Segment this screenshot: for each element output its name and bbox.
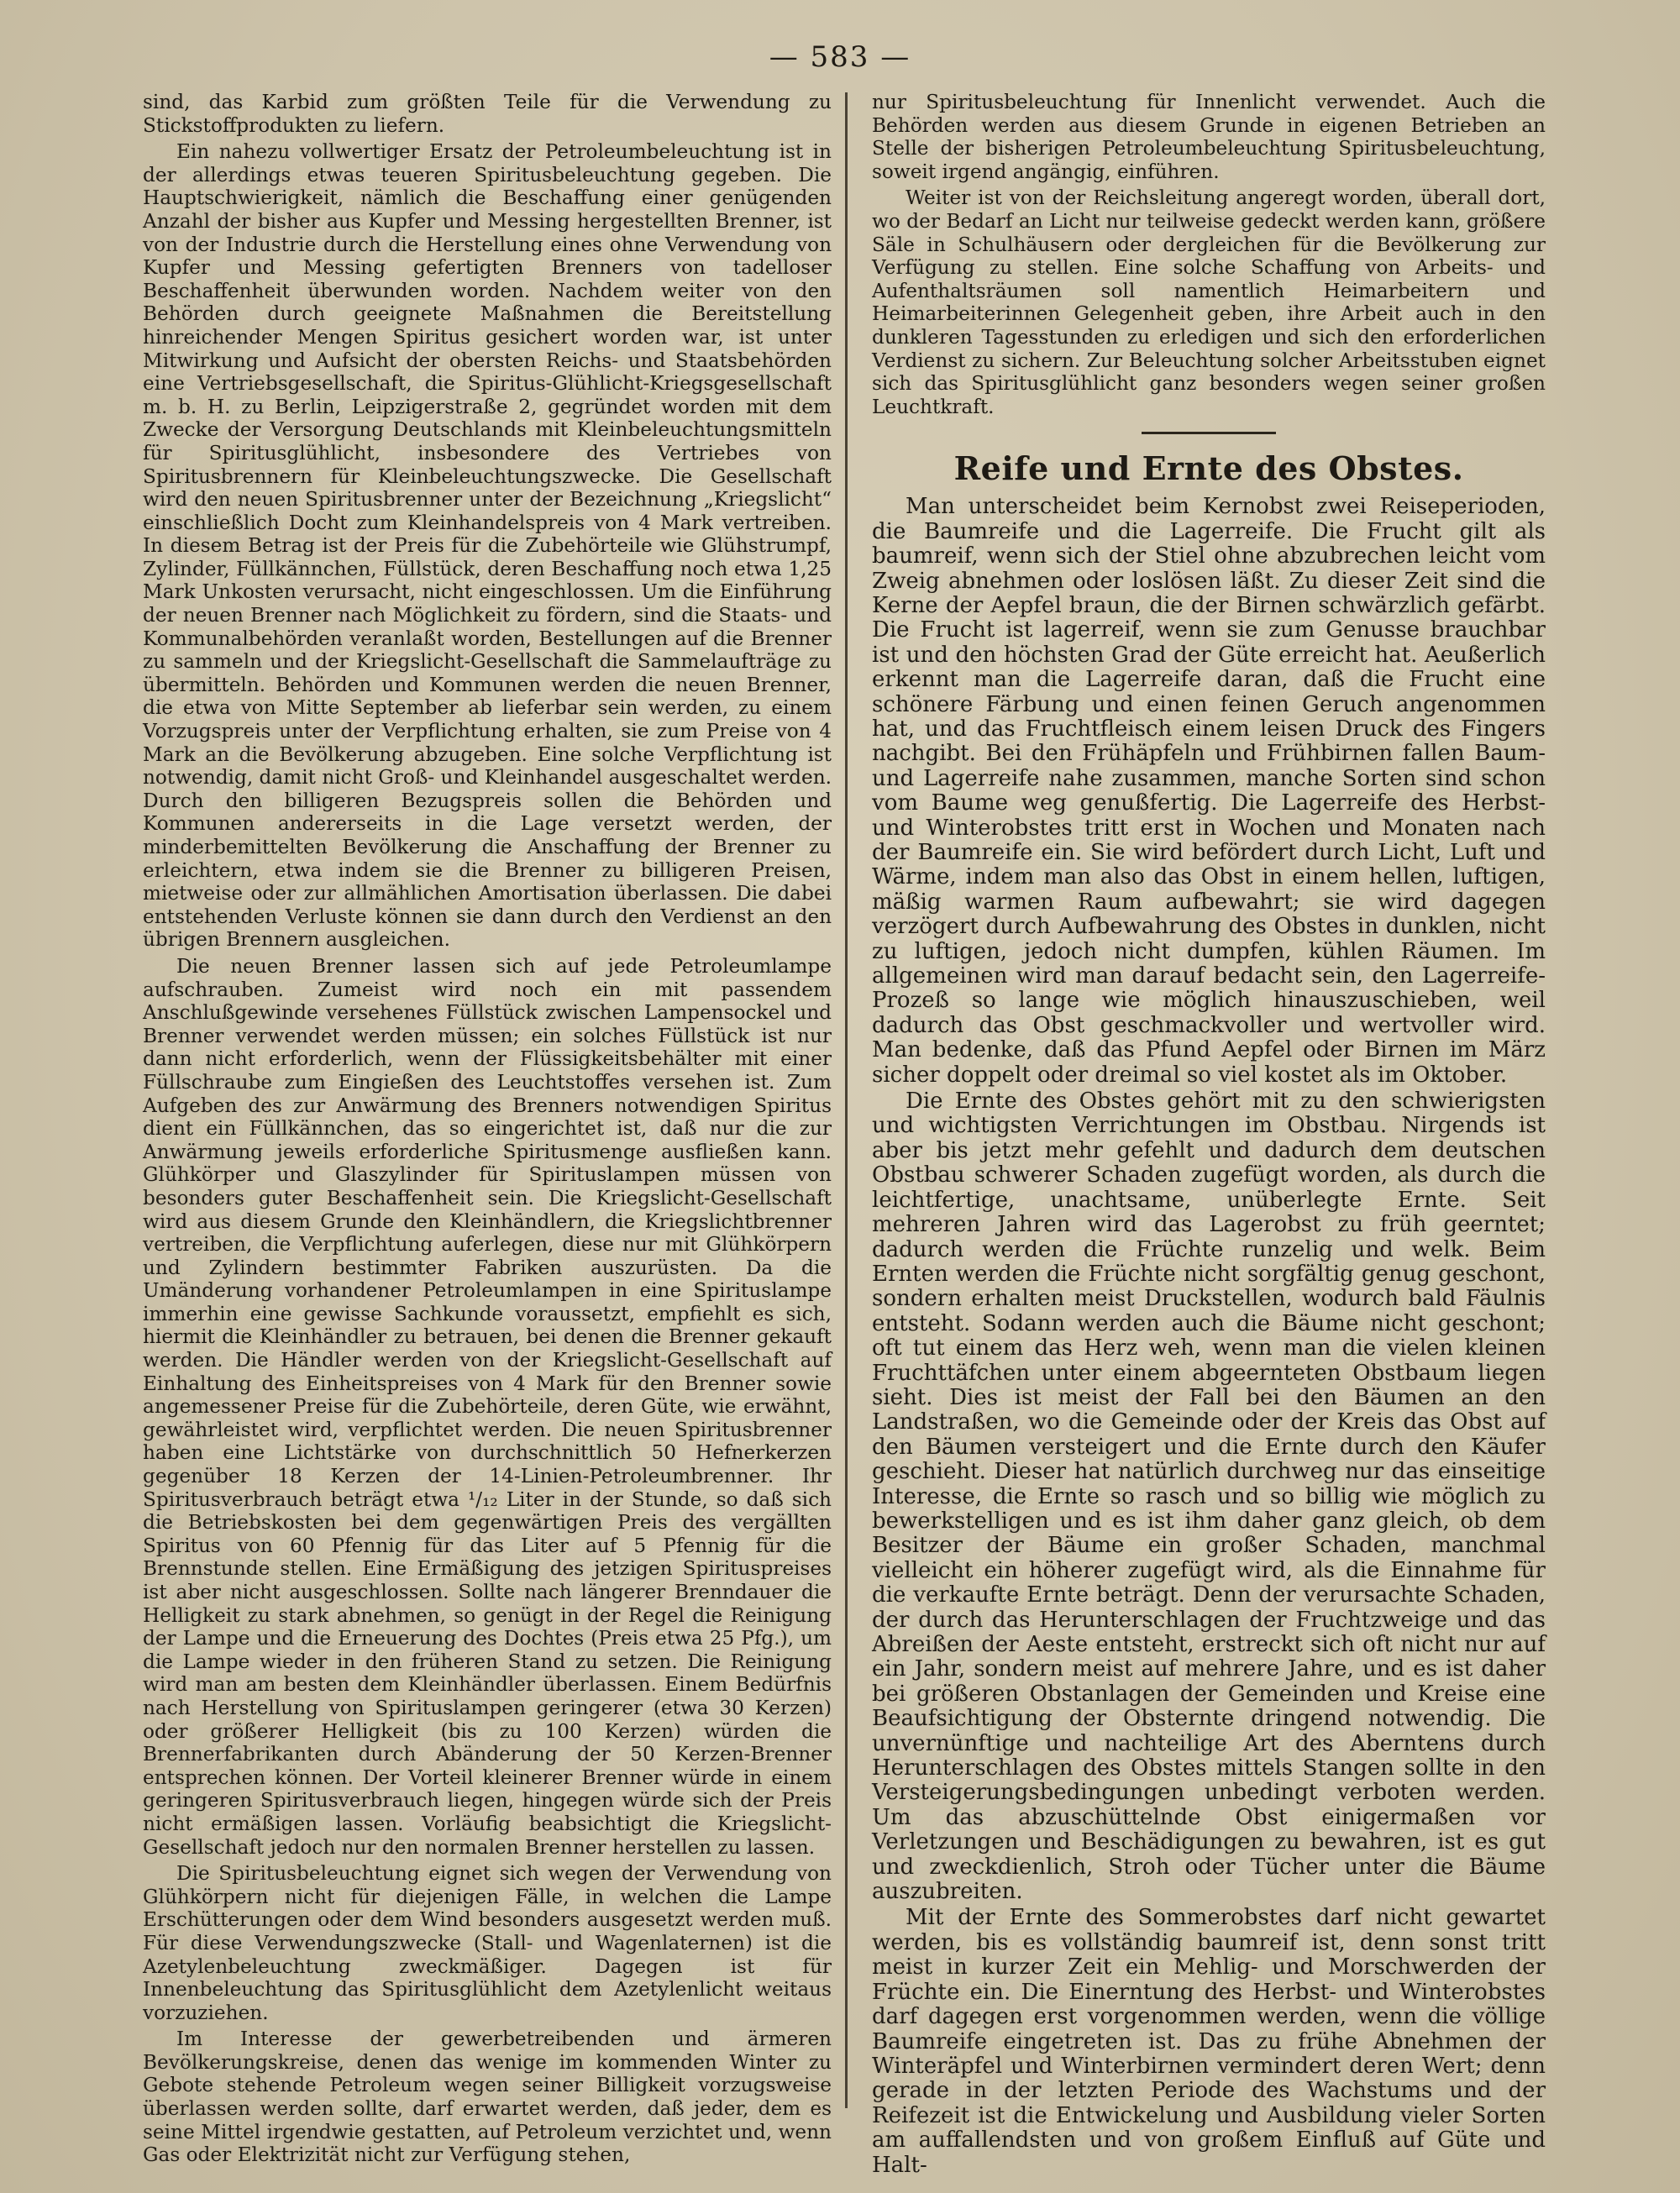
section-heading: Reife und Ernte des Obstes. [953,449,1464,488]
section-divider-rule [1142,432,1276,434]
right-column [872,91,1546,2178]
left-column [143,91,832,2167]
page-number: — 583 — [769,40,911,74]
article-paragraph: sind, das Karbid zum größten Teile für die Verwendung zu Stickstoffprodukten zu liefern. [143,91,832,137]
article-paragraph: Man unterscheidet beim Kernobst zwei Reiseperioden, die Baumreife und die Lagerreife. Die Frucht gilt als baumreif, wenn sich der Stiel ohne abzubrechen leicht vom Zweig abnehmen oder loslösen läßt. Zu dieser Zeit sind die Kerne der Aepfel braun, die der Birnen schwärzlich gefärbt. Die Frucht ist lagerreif, wenn sie zum Genusse brauchbar ist und den höchsten Grad der Güte erreicht hat. Aeußerlich erkennt man die Lagerreife daran, daß die Frucht eine schönere Färbung und einen feinen Geruch angenommen hat, und das Fruchtfleisch einem leisen Druck des Fingers nachgibt. Bei den Frühäpfeln und Frühbirnen fallen Baum- und Lagerreife nahe zusammen, manche Sorten sind schon vom Baume weg genußfertig. Die Lagerreife des Herbst- und Winterobstes tritt erst in Wochen und Monaten nach der Baumreife ein. Sie wird befördert durch Licht, Luft und Wärme, indem man also das Obst in einem hellen, luftigen, mäßig warmen Raum aufbewahrt; sie wird dagegen verzögert durch Aufbewahrung des Obstes in dunklen, nicht zu luftigen, jedoch nicht dumpfen, kühlen Räumen. Im allgemeinen wird man darauf bedacht sein, den Lagerreife-Prozeß so lange wie möglich hinauszuschieben, weil dadurch das Obst geschmackvoller und wertvoller wird. Man bedenke, daß das Pfund Aepfel oder Birnen im März sicher doppelt oder dreimal so viel kostet als im Oktober. [872,494,1546,1088]
article-paragraph: Im Interesse der gewerbetreibenden und ärmeren Bevölkerungskreise, denen das wenige im kommenden Winter zu Gebote stehende Petroleum wegen seiner Billigkeit vorzugsweise überlassen werden sollte, darf erwartet werden, daß jeder, dem es seine Mittel irgendwie gestatten, auf Petroleum verzichtet und, wenn Gas oder Elektrizität nicht zur Verfügung stehen, [143,2028,832,2167]
article-paragraph: Mit der Ernte des Sommerobstes darf nicht gewartet werden, bis es vollständig baumreif ist, denn sonst tritt meist in kurzer Zeit ein Mehlig- und Morschwerden der Früchte ein. Die Einerntung des Herbst- und Winterobstes darf dagegen erst vorgenommen werden, wenn die völlige Baumreife eingetreten ist. Das zu frühe Abnehmen der Winteräpfel und Winterbirnen vermindert deren Wert; denn gerade in der letzten Periode des Wachstums und der Reifezeit ist die Entwickelung und Ausbildung vieler Sorten am auffallendsten und von großem Einfluß auf Güte und Halt- [872,1905,1546,2178]
article-paragraph: Weiter ist von der Reichsleitung angeregt worden, überall dort, wo der Bedarf an Licht nur teilweise gedeckt werden kann, größere Säle in Schulhäusern oder dergleichen für die Bevölkerung zur Verfügung zu stellen. Eine solche Schaffung von Arbeits- und Aufenthaltsräumen soll namentlich Heimarbeitern und Heimarbeiterinnen Gelegenheit geben, ihre Arbeit auch in den dunkleren Tagesstunden zu erledigen und sich den erforderlichen Verdienst zu sichern. Zur Beleuchtung solcher Arbeitsstuben eignet sich das Spiritusglühlicht ganz besonders wegen seiner großen Leuchtkraft. [872,186,1546,418]
section-body [872,495,1546,2178]
article-paragraph: Die Spiritusbeleuchtung eignet sich wegen der Verwendung von Glühkörpern nicht für diejenigen Fälle, in welchen die Lampe Erschütterungen oder dem Wind besonders ausgesetzt werden muß. Für diese Verwendungszwecke (Stall- und Wagenlaternen) ist die Azetylenbeleuchtung zweckmäßiger. Dagegen ist für Innenbeleuchtung das Spiritusglühlicht dem Azetylenlicht weitaus vorzuziehen. [143,1862,832,2024]
column-divider [845,92,848,2108]
article-paragraph: nur Spiritusbeleuchtung für Innenlicht verwendet. Auch die Behörden werden aus diesem Grunde in eigenen Betrieben an Stelle der bisherigen Petroleumbeleuchtung Spiritusbeleuchtung, soweit irgend angängig, einführen. [872,91,1546,183]
article-paragraph: Ein nahezu vollwertiger Ersatz der Petroleumbeleuchtung ist in der allerdings etwas teueren Spiritusbeleuchtung gegeben. Die Hauptschwierigkeit, nämlich die Beschaffung einer genügenden Anzahl der bisher aus Kupfer und Messing hergestellten Brenner, ist von der Industrie durch die Herstellung eines ohne Verwendung von Kupfer und Messing gefertigten Brenners von tadelloser Beschaffenheit überwunden worden. Nachdem weiter von den Behörden durch geeignete Maßnahmen die Bereitstellung hinreichender Mengen Spiritus gesichert worden war, ist unter Mitwirkung und Aufsicht der obersten Reichs- und Staatsbehörden eine Vertriebsgesellschaft, die Spiritus-Glühlicht-Kriegsgesellschaft m. b. H. zu Berlin, Leipzigerstraße 2, gegründet worden mit dem Zwecke der Versorgung Deutschlands mit Kleinbeleuchtungsmitteln für Spiritusglühlicht, insbesondere des Vertriebes von Spiritusbrennern für Kleinbeleuchtungszwecke. Die Gesellschaft wird den neuen Spiritusbrenner unter der Bezeichnung „Kriegslicht“ einschließlich Docht zum Kleinhandelspreis von 4 Mark vertreiben. In diesem Betrag ist der Preis für die Zubehörteile wie Glühstrumpf, Zylinder, Füllkännchen, Füllstück, deren Beschaffung noch etwa 1,25 Mark Unkosten verursacht, nicht eingeschlossen. Um die Einführung der neuen Brenner nach Möglichkeit zu fördern, sind die Staats- und Kommunalbehörden veranlaßt worden, Bestellungen auf die Brenner zu sammeln und der Kriegslicht-Gesellschaft die Sammelaufträge zu übermitteln. Behörden und Kommunen werden die neuen Brenner, die etwa von Mitte September ab lieferbar sein werden, zu einem Vorzugspreis unter der Verpflichtung erhalten, sie zum Preise von 4 Mark an die Bevölkerung abzugeben. Eine solche Verpflichtung ist notwendig, damit nicht Groß- und Kleinhandel ausgeschaltet werden. Durch den billigeren Bezugspreis sollen die Behörden und Kommunen andererseits in die Lage versetzt werden, der minderbemittelten Bevölkerung die Anschaffung der Brenner zu erleichtern, etwa indem sie die Brenner zu billigeren Preisen, mietweise oder zur allmählichen Amortisation überlassen. Die dabei entstehenden Verluste können sie dann durch den Verdienst an den übrigen Brennern ausgleichen. [143,140,832,952]
article-paragraph: Die Ernte des Obstes gehört mit zu den schwierigsten und wichtigsten Verrichtungen im Obstbau. Nirgends ist aber bis jetzt mehr gefehlt und dadurch dem deutschen Obstbau schwerer Schaden zugefügt worden, als durch die leichtfertige, unachtsame, unüberlegte Ernte. Seit mehreren Jahren wird das Lagerobst zu früh geerntet; dadurch werden die Früchte runzelig und welk. Beim Ernten werden die Früchte nicht sorgfältig genug geschont, sondern erhalten meist Druckstellen, wodurch bald Fäulnis entsteht. Sodann werden auch die Bäume nicht geschont; oft tut einem das Herz weh, wenn man die vielen kleinen Fruchttäfchen unter einem abgeernteten Obstbaum liegen sieht. Dies ist meist der Fall bei den Bäumen an den Landstraßen, wo die Gemeinde oder der Kreis das Obst auf den Bäumen versteigert und die Ernte durch den Käufer geschieht. Dieser hat natürlich durchweg nur das einseitige Interesse, die Ernte so rasch und so billig wie möglich zu bewerkstelligen und es ist ihm daher ganz gleich, ob dem Besitzer der Bäume ein großer Schaden, manchmal vielleicht ein höherer zugefügt wird, als die Einnahme für die verkaufte Ernte beträgt. Denn der verursachte Schaden, der durch das Herunterschlagen der Fruchtzweige und das Abreißen der Aeste entsteht, erstreckt sich oft nicht nur auf ein Jahr, sondern meist auf mehrere Jahre, und es ist daher bei größeren Obstanlagen der Gemeinden und Kreise eine Beaufsichtigung der Obsternte dringend notwendig. Die unvernünftige und nachteilige Art des Aberntens durch Herunterschlagen des Obstes mittels Stangen sollte in den Versteigerungsbedingungen unbedingt verboten werden. Um das abzuschüttelnde Obst einigermaßen vor Verletzungen und Beschädigungen zu bewahren, ist es gut und zweckdienlich, Stroh oder Tücher unter die Bäume auszubreiten. [872,1089,1546,1905]
article-paragraph: Die neuen Brenner lassen sich auf jede Petroleumlampe aufschrauben. Zumeist wird noch ein mit passendem Anschlußgewinde versehenes Füllstück zwischen Lampensockel und Brenner verwendet werden müssen; ein solches Füllstück ist nur dann nicht erforderlich, wenn der Flüssigkeitsbehälter mit einer Füllschraube zum Eingießen des Leuchtstoffes versehen ist. Zum Aufgeben des zur Anwärmung des Brenners notwendigen Spiritus dient ein Füllkännchen, das so eingerichtet ist, daß nur die zur Anwärmung jeweils erforderliche Spiritusmenge ausfließen kann. Glühkörper und Glaszylinder für Spirituslampen müssen von besonders guter Beschaffenheit sein. Die Kriegslicht-Gesellschaft wird aus diesem Grunde den Kleinhändlern, die Kriegslichtbrenner vertreiben, die Verpflichtung auferlegen, diese nur mit Glühkörpern und Zylindern bestimmter Fabriken auszurüsten. Da die Umänderung vorhandener Petroleumlampen in eine Spirituslampe immerhin eine gewisse Sachkunde voraussetzt, empfiehlt es sich, hiermit die Kleinhändler zu betrauen, bei denen die Brenner gekauft werden. Die Händler werden von der Kriegslicht-Gesellschaft auf Einhaltung des Einheitspreises von 4 Mark für den Brenner sowie angemessener Preise für die Zubehörteile, deren Güte, wie erwähnt, gewährleistet wird, verpflichtet werden. Die neuen Spiritusbrenner haben eine Lichtstärke von durchschnittlich 50 Hefnerkerzen gegenüber 18 Kerzen der 14-Linien-Petroleumbrenner. Ihr Spiritusverbrauch beträgt etwa ¹/₁₂ Liter in der Stunde, so daß sich die Betriebskosten bei dem gegenwärtigen Preis des vergällten Spiritus von 60 Pfennig für das Liter auf 5 Pfennig für die Brennstunde stellen. Eine Ermäßigung des jetzigen Spirituspreises ist aber nicht ausgeschlossen. Sollte nach längerer Brenndauer die Helligkeit zu stark abnehmen, so genügt in der Regel die Reinigung der Lampe und die Erneuerung des Dochtes (Preis etwa 25 Pfg.), um die Lampe wieder in den früheren Stand zu setzen. Die Reinigung wird man am besten dem Kleinhändler überlassen. Einem Bedürfnis nach Herstellung von Spirituslampen geringerer (etwa 30 Kerzen) oder größerer Helligkeit (bis zu 100 Kerzen) würden die Brennerfabrikanten durch Abänderung der 50 Kerzen-Brenner entsprechen können. Der Vorteil kleinerer Brenner würde in einem geringeren Spiritusverbrauch liegen, hingegen würde sich der Preis nicht ermäßigen lassen. Vorläufig beabsichtigt die Kriegslicht-Gesellschaft jedoch nur den normalen Brenner herstellen zu lassen. [143,954,832,1859]
